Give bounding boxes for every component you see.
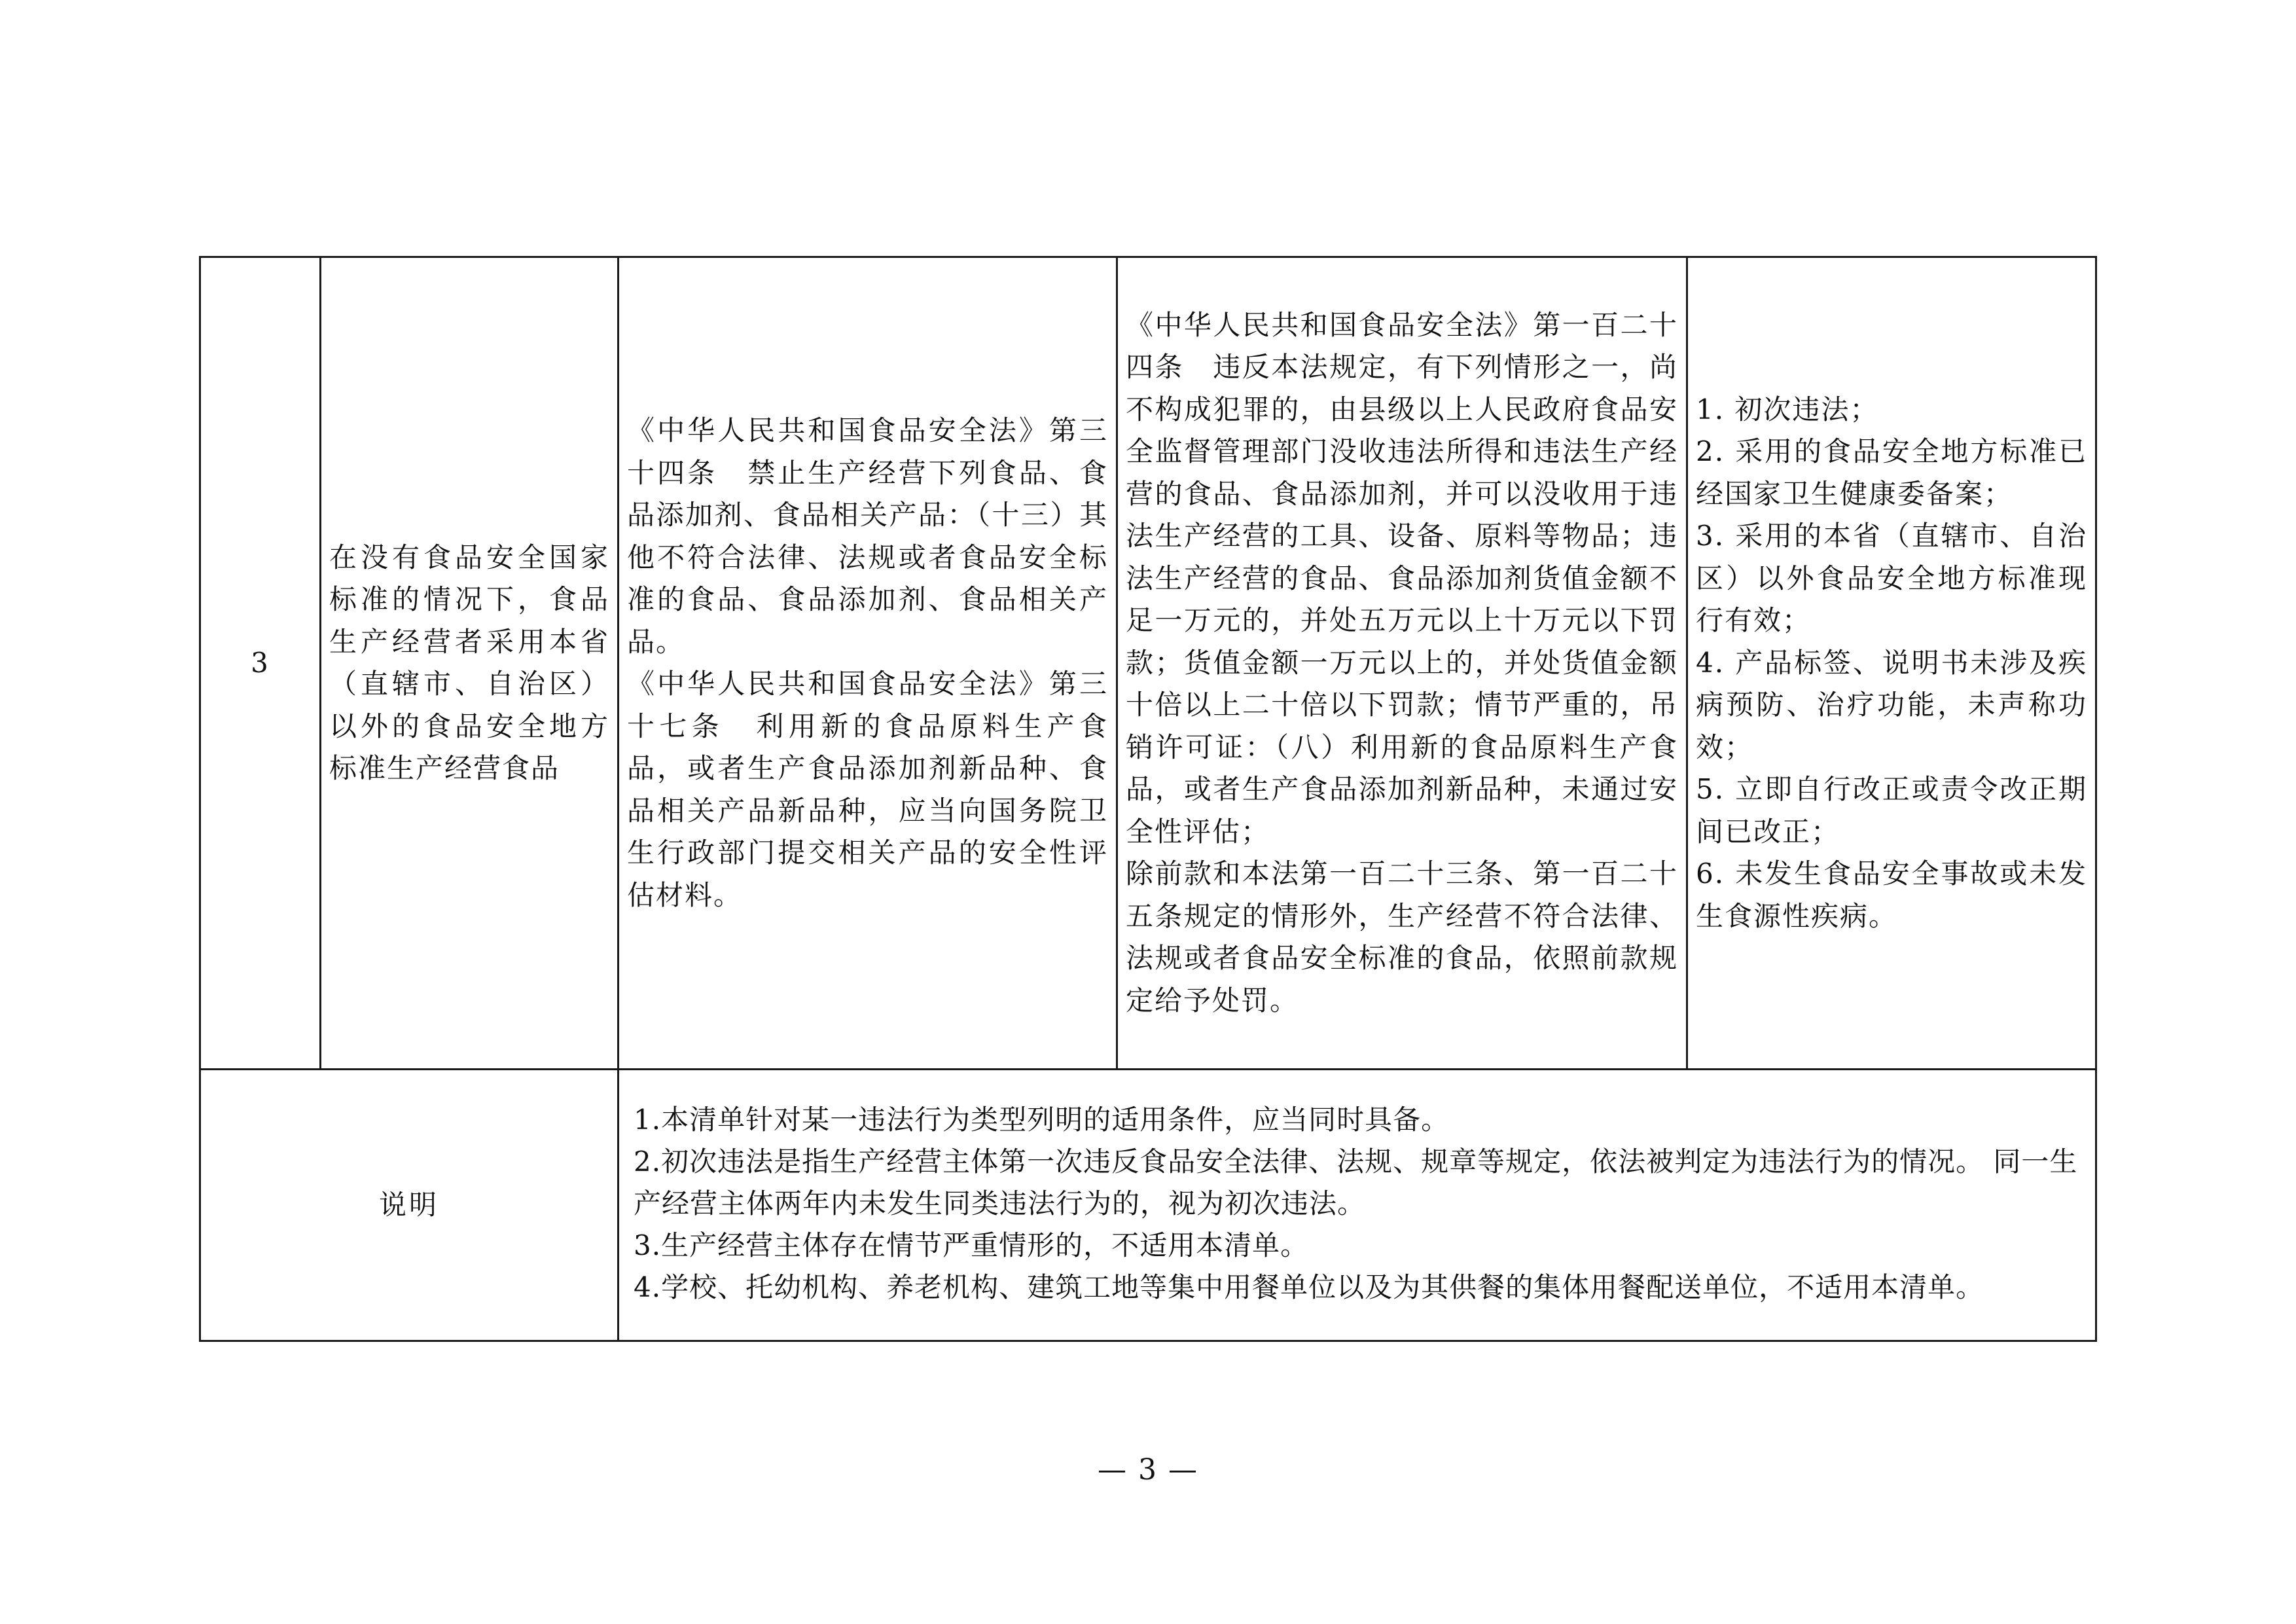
exemption-list-table: [199, 256, 2097, 1342]
notes-row: [200, 1070, 2096, 1341]
notes-label: 说明: [200, 1070, 619, 1341]
table-row: [200, 257, 2096, 1070]
condition-item: 2. 采用的食品安全地方标准已经国家卫生健康委备案；: [1696, 435, 2087, 510]
penalty-basis-supplement: 除前款和本法第一百二十三条、第一百二十五条规定的情形外，生产经营不符合法律、法规或者食品安全标准的食品，依照前款规定给予处罚。: [1126, 857, 1678, 1017]
condition-item: 4. 产品标签、说明书未涉及疾病预防、治疗功能，未声称功效；: [1696, 646, 2087, 763]
penalty-basis-article-124: 《中华人民共和国食品安全法》第一百二十四条 违反本法规定，有下列情形之一，尚不构成犯罪的，由县级以上人民政府食品安全监督管理部门没收违法所得和违法生产经营的食品、食品添加剂，并可以没收用于违法生产经营的工具、设备、原料等物品；违法生产经营的食品、食品添加剂货值金额不足一万元的，并处五万元以上十万元以下罚款；货值金额一万元以上的，并处货值金额十倍以上二十倍以下罚款；情节严重的，吊销许可证：（八）利用新的食品原料生产食品，或者生产食品添加剂新品种，未通过安全性评估；: [1126, 308, 1678, 848]
condition-item: 5. 立即自行改正或责令改正期间已改正；: [1696, 773, 2087, 848]
note-item: 2.初次违法是指生产经营主体第一次违反食品安全法律、法规、规章等规定，依法被判定为违法行为的情况。 同一生产经营主体两年内未发生同类违法行为的，视为初次违法。: [634, 1146, 2078, 1219]
prohibition-basis-article-34: 《中华人民共和国食品安全法》第三十四条 禁止生产经营下列食品、食品添加剂、食品相关产品：（十三）其他不符合法律、法规或者食品安全标准的食品、食品添加剂、食品相关产品。: [627, 414, 1108, 658]
prohibition-basis: [619, 257, 1117, 1070]
condition-item: 6. 未发生食品安全事故或未发生食源性疾病。: [1696, 857, 2087, 932]
note-item: 1.本清单针对某一违法行为类型列明的适用条件，应当同时具备。: [634, 1104, 1450, 1136]
page-number: — 3 —: [1098, 1453, 1198, 1487]
applicable-conditions: [1687, 257, 2096, 1070]
condition-item: 1. 初次违法；: [1696, 393, 1879, 425]
row-number: 3: [200, 257, 321, 1070]
violation-description: 在没有食品安全国家标准的情况下，食品生产经营者采用本省（直辖市、自治区）以外的食品安全地方标准生产经营食品: [321, 257, 619, 1070]
condition-item: 3. 采用的本省（直辖市、自治区）以外食品安全地方标准现行有效；: [1696, 520, 2087, 637]
notes-content: [619, 1070, 2096, 1341]
note-item: 3.生产经营主体存在情节严重情形的，不适用本清单。: [634, 1229, 1309, 1261]
note-item: 4.学校、托幼机构、养老机构、建筑工地等集中用餐单位以及为其供餐的集体用餐配送单位，不适用本清单。: [634, 1271, 1984, 1303]
penalty-basis: [1117, 257, 1687, 1070]
prohibition-basis-article-37: 《中华人民共和国食品安全法》第三十七条 利用新的食品原料生产食品，或者生产食品添加剂新品种、食品相关产品新品种，应当向国务院卫生行政部门提交相关产品的安全性评估材料。: [627, 668, 1108, 911]
